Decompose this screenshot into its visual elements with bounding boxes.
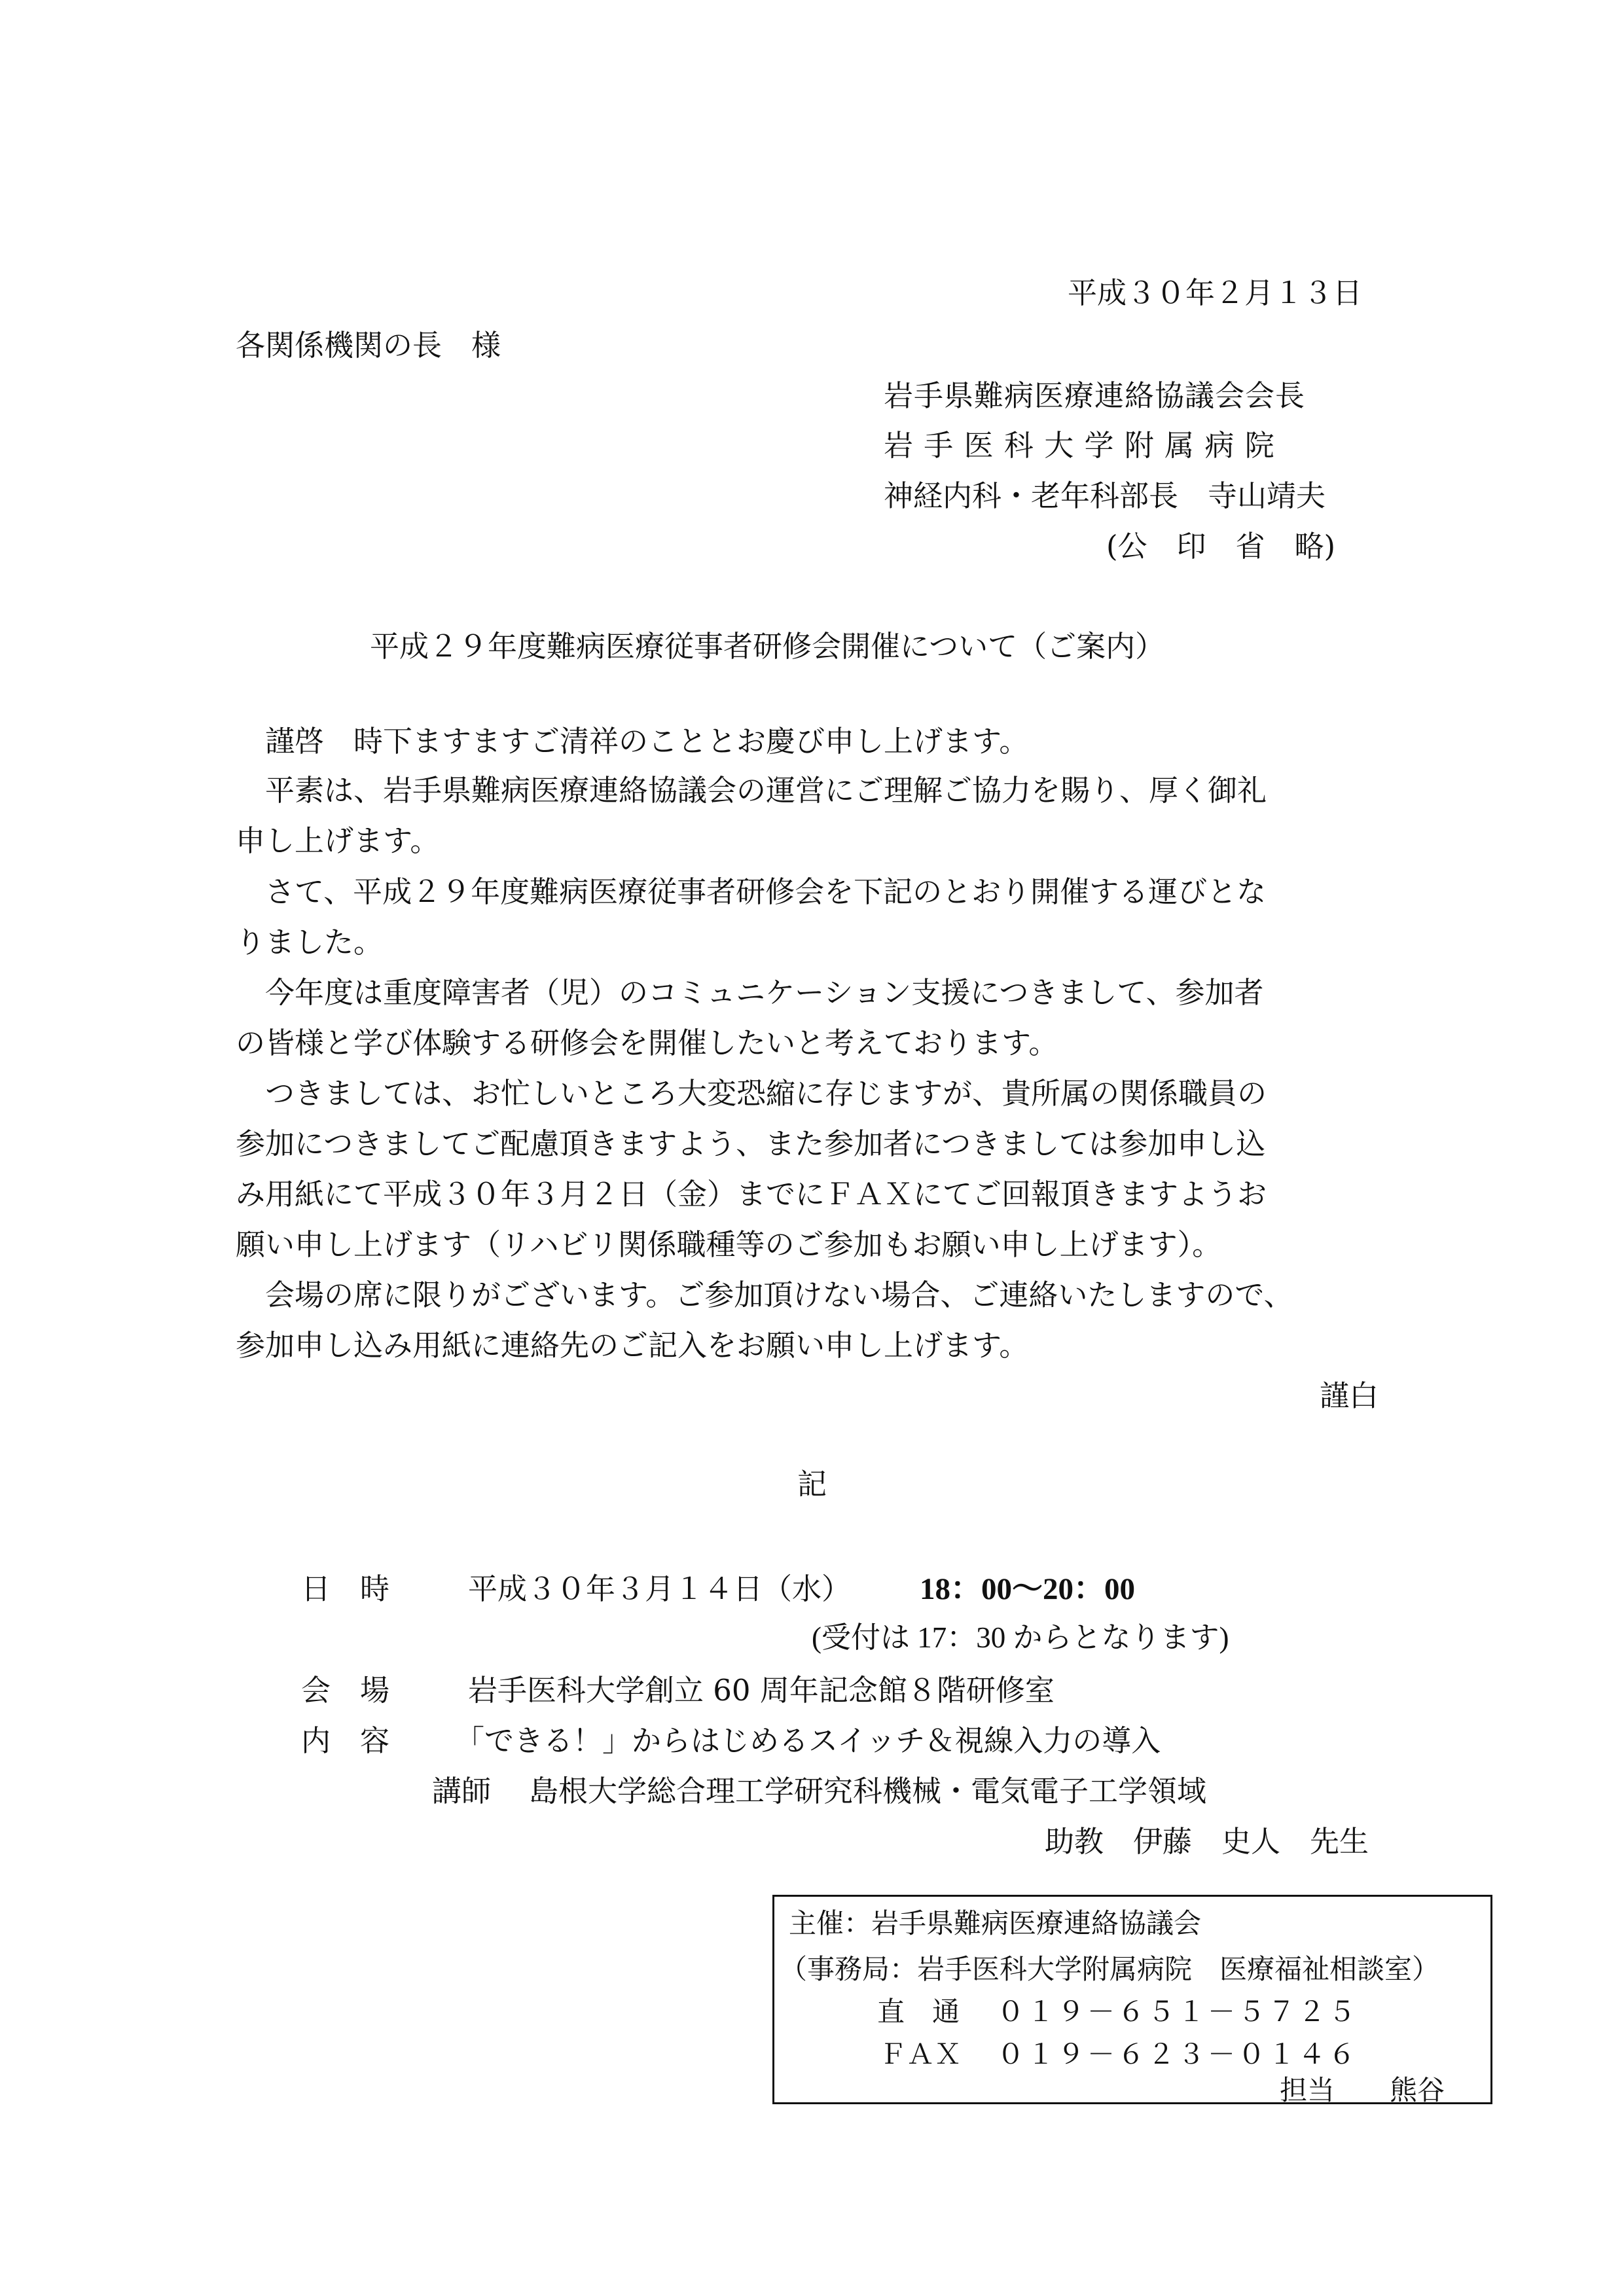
venue-value: 岩手医科大学創立 60 周年記念館８階研修室	[468, 1673, 1055, 1708]
letter-date: 平成３０年２月１３日	[1067, 276, 1362, 310]
addressee: 各関係機関の長 様	[236, 328, 501, 363]
body-line: の皆様と学び体験する研修会を開催したいと考えております。	[236, 1026, 1058, 1060]
reception-note: (受付は 17：30 からとなります)	[812, 1621, 1229, 1654]
fax-number: ０１９－６２３－０１４６	[997, 2038, 1359, 2070]
organizer: 主催：岩手県難病医療連絡協議会	[789, 1907, 1202, 1939]
body-line: 謹啓 時下ますますご清祥のこととお慶び申し上げます。	[236, 724, 1029, 759]
letter-title: 平成２９年度難病医療従事者研修会開催について（ご案内）	[370, 629, 1165, 664]
body-line: 参加につきましてご配慮頂きますよう、また参加者につきましては参加申し込	[236, 1126, 1266, 1161]
content-value: 「できる！」からはじめるスイッチ＆視線入力の導入	[455, 1723, 1161, 1758]
sender-department: 神経内科・老年科部長 寺山靖夫	[884, 478, 1326, 513]
contact-box	[772, 1895, 1492, 2104]
fax-label: ＦＡＸ	[879, 2038, 962, 2070]
body-line: 会場の席に限りがございます。ご参加頂けない場合、ご連絡いたしますので、	[236, 1278, 1293, 1312]
body-line: 平素は、岩手県難病医療連絡協議会の運営にご理解ご協力を賜り、厚く御礼	[236, 773, 1267, 808]
body-line: りました。	[236, 925, 384, 960]
office-name: （事務局：岩手医科大学附属病院 医療福祉相談室）	[780, 1953, 1440, 1985]
direct-phone-number: ０１９－６５１－５７２５	[997, 1996, 1359, 2028]
closing-kinpaku: 謹白	[1319, 1378, 1379, 1413]
contact-person: 担当 熊谷	[1279, 2074, 1445, 2106]
time-range: 18：00～20：00	[920, 1572, 1135, 1606]
body-line: み用紙にて平成３０年３月２日（金）までにＦＡＸにてご回報頂きますようお	[236, 1177, 1267, 1211]
body-line: 願い申し上げます（リハビリ関係職種等のご参加もお願い申し上げます）。	[236, 1227, 1222, 1262]
body-line: 申し上げます。	[236, 823, 440, 858]
sender-hospital: 岩 手 医 科 大 学 附 属 病 院	[884, 428, 1275, 463]
lecturer-affiliation: 島根大学総合理工学研究科機械・電気電子工学領域	[529, 1774, 1207, 1808]
body-line: さて、平成２９年度難病医療従事者研修会を下記のとおり開催する運びとな	[236, 874, 1267, 909]
lecturer-name: 助教 伊藤 史人 先生	[1044, 1824, 1369, 1859]
body-line: 参加申し込み用紙に連絡先のご記入をお願い申し上げます。	[236, 1328, 1029, 1363]
seal-omitted-note: (公 印 省 略)	[1106, 529, 1336, 564]
venue-label: 会 場	[301, 1673, 390, 1708]
content-label: 内 容	[301, 1723, 390, 1758]
lecturer-label: 講師	[432, 1774, 492, 1808]
body-line: つきましては、お忙しいところ大変恐縮に存じますが、貴所属の関係職員の	[236, 1076, 1267, 1111]
datetime-value: 平成３０年３月１４日（水）	[468, 1571, 852, 1606]
sender-title: 岩手県難病医療連絡協議会会長	[884, 378, 1306, 413]
direct-label: 直 通	[877, 1996, 960, 2028]
datetime-label: 日 時	[301, 1571, 390, 1606]
body-line: 今年度は重度障害者（児）のコミュニケーション支援につきまして、参加者	[236, 975, 1264, 1010]
ki-heading: 記	[797, 1467, 827, 1501]
